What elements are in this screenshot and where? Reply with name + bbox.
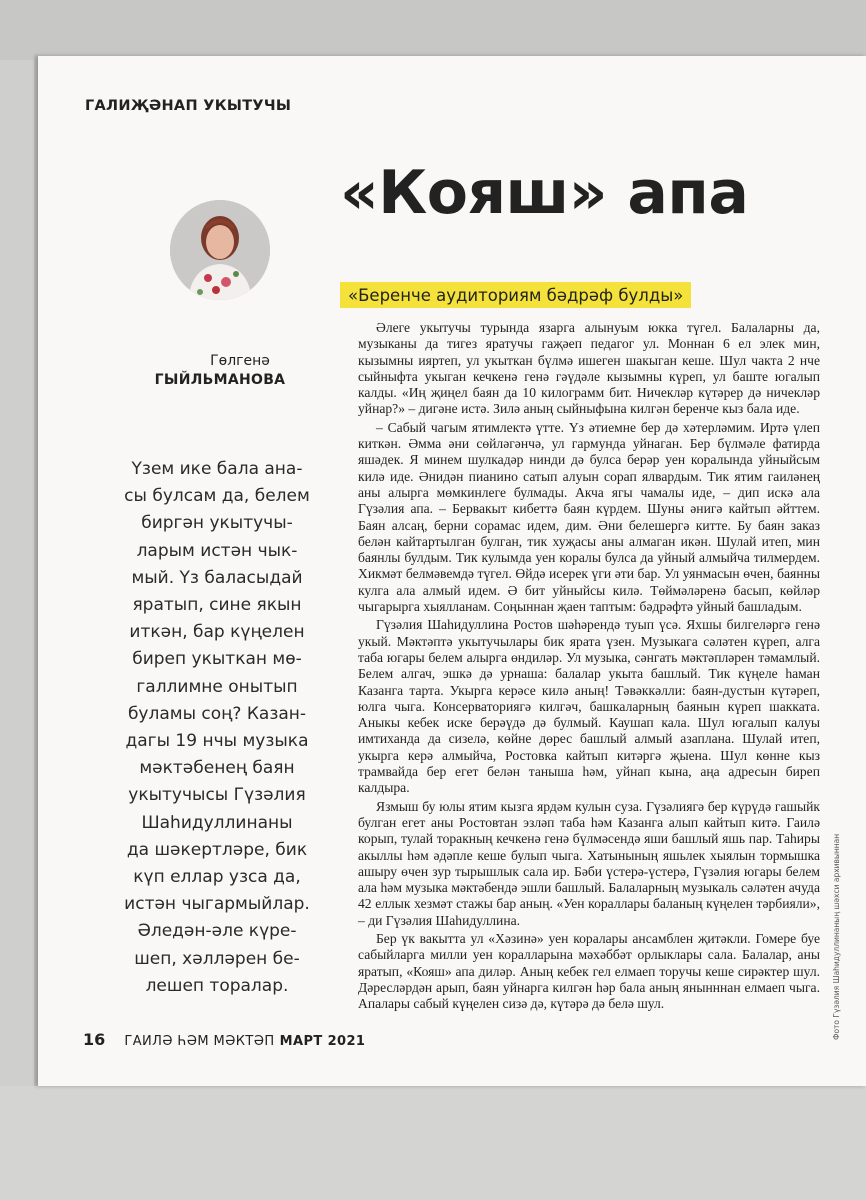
quote-line: да шәкертләре, бик (126, 839, 308, 860)
portrait-image (170, 200, 270, 300)
article-subtitle: «Беренче аудиториям бәдрәф булды» (340, 282, 691, 308)
author-first-name: Гөлгенә (210, 353, 270, 369)
article-body (358, 320, 820, 1014)
issue-date: МАРТ 2021 (279, 1034, 366, 1049)
quote-line: буламы соң? Казан- (127, 703, 307, 724)
quote-line: биреп укыткан мө- (132, 649, 302, 670)
pull-quote (92, 456, 342, 1000)
photo-credit (828, 820, 848, 1040)
quote-line: мәктәбенең баян (139, 758, 295, 779)
quote-line: лешеп торалар. (145, 975, 289, 996)
magazine-name: ГАИЛӘ ҺӘМ МӘКТӘП (124, 1034, 275, 1049)
quote-line: галлимне онытып (136, 676, 298, 697)
quote-line: Үзем ике бала ана- (131, 459, 303, 479)
body-paragraph: Язмыш бу юлы ятим кызга ярдәм кулын суза. Гүзәлиягә бер күрүдә гашыйк булган егет аны Ростовтан эзләп таба һәм Казанга алып кайтып китә. Гаилә корып, тулай торакның кечкенә генә бүлмәсендә яши башлый яшь пар. Таһиры акыллы һәм әдәпле кеше булып чыга. Хатынының яшьлек хыялын тормышка ашыру өчен зур тырышлык сала ир. Бәби үстерә-үстерә, Гүзәлия югары белем ала һәм музыка мәктәбендә эшли башлый. Балаларның музыкаль сәләтен ачуда 42 еллык хезмәт стажы бар аның. «Уен кораллары баланың күңелен тәрбияли», – ди Гүзәлия Шаһидуллина. (358, 798, 820, 928)
quote-line: истән чыгармыйлар. (124, 894, 310, 915)
author-photo (170, 200, 270, 300)
photo-credit-text: Фото Гүзәлия Шаһидуллинаның шәхси архивыннан (832, 833, 841, 1040)
scan-background (0, 0, 866, 60)
body-paragraph: Бер үк вакытта ул «Хәзинә» уен коралары ансамблен җитәкли. Гомере буе сабыйларга милли уен коралларына мәхәббәт орлыклары сала. Балалар, аны яратып, «Кояш» апа диләр. Аның кебек гел елмаеп торучы кеше сирәктер шул. Дәресләрдән арып, баян уйнарга килгән һәр бала аның янынннан елмаеп чыга. Апалары сабый күңелен сизә дә, күтәрә дә белә шул. (358, 930, 820, 1012)
body-paragraph: Әлеге укытучы турында язарга алынуым юкка түгел. Балаларны да, музыканы да тигез яратучы гаҗәеп педагог ул. Моннан 6 ел элек мин, кызымны ияртеп, ул укыткан бүлмә ишеген шакыган кеше. Шул чакта 2 нче сыйныфта укыган кечкенә генә гәүдәле кызымны күреп, ул баште югалып калды. «Иң җиңел баян да 10 килограмм бит. Ничекләр күтәрер дә ничекләр уйнар?» – дигәне истә. Зилә аның сыйныфына килгән беренче кыз бала иде. (358, 320, 820, 417)
quote-line: дагы 19 нчы музыка (125, 731, 309, 752)
quote-line: сы булсам да, белем (124, 486, 310, 507)
page-footer (83, 1030, 365, 1049)
quote-line: Әледән-әле күре- (137, 921, 297, 942)
article-title: «Кояш» апа (340, 158, 749, 228)
quote-line: Шаһидуллинаны (141, 812, 293, 833)
scan-bottom (0, 1086, 866, 1200)
body-paragraph: – Сабый чагым ятимлектә үтте. Үз әтиемне бер дә хәтерләмим. Иртә үлеп киткән. Әмма әни сөйләгәнчә, ул гармунда уйнаган. Бер бүлмәле фатирда яшәдек. Я минем шулкадәр нинди дә булса берәр уен коралында уйныйсым килә иде. Әнидән пианино сатып алуын сорап ялвардым. Тик ятим гаиләнең аны алырга мөмкинлеге булмады. Акча ягы чамалы иде, – дип искә ала Гүзәлия апа. – Бервакыт кибеттә баян күрдем. Шуны әнигә кайтып әйттем. Баян алсаң, берни сорамас идем, дим. Әни белешергә китте. Бу баян заказ белән кайтартылган булган, тик хуҗасы аны алмаган икән. Шулай итеп, мин баянлы булдым. Тик кулымда уен коралы булса да уйный алмыйча тилмердем. Хикмәт белмәвемдә түгел. Өйдә исерек үги әти бар. Ул уянмасын өчен, баянны кулга ала алмый идем. Ә бит уйныйсы килә. Төймәләренә басып, көйләр чыгарырга хыялланам. Соңыннан җаен таптым: бәдрәфтә уйный башладым. (358, 419, 820, 615)
quote-line: укытучысы Гүзәлия (128, 785, 306, 806)
quote-line: күп еллар узса да, (133, 867, 301, 888)
section-label: ГАЛИҖӘНАП УКЫТУЧЫ (85, 98, 292, 114)
author-last-name: ГЫЙЛЬМАНОВА (154, 372, 286, 388)
quote-line: биргән укытучы- (141, 513, 293, 534)
quote-line: иткән, бар күңелен (129, 622, 305, 643)
body-paragraph: Гүзәлия Шаһидуллина Ростов шәһәрендә туып үсә. Яхшы билгеләргә генә укый. Мәктәптә укытучылары бик ярата үзен. Музыкага сәләтен күреп, алга таба югары белем алырга өндиләр. Ул музыка, сәнгать мәктәпләрен тәмамлый. Белем алгач, эшкә дә урнаша: балалар укыта башлый. Тик күңеле һаман Казанга тарта. Укырга керәсе килә аның! Тәвәккәлли: баян-дустын күтәреп, юлга чыга. Консерваториягә килгәч, башкаларның баянын күреп шакката. Аныкы кебек иске берәүдә дә булмый. Каушап кала. Шул югалып калуы имтиханда да сизелә, көйне дөрес башлый алмый азаплана. Шулай итеп, укырга керә алмыйча, Ростовка кайтып китәргә җыена. Шул көнне кыз трамвайда бер егет белән таныша һәм, уйнап кына, аңа адресын биреп калдыра. (358, 617, 820, 796)
quote-line: шеп, хәлләрен бе- (134, 948, 300, 969)
quote-line: яратып, сине якын (132, 595, 302, 616)
quote-line: ларым истән чык- (136, 540, 298, 561)
page-number: 16 (83, 1030, 106, 1049)
quote-line: мый. Үз баласыдай (131, 567, 303, 588)
